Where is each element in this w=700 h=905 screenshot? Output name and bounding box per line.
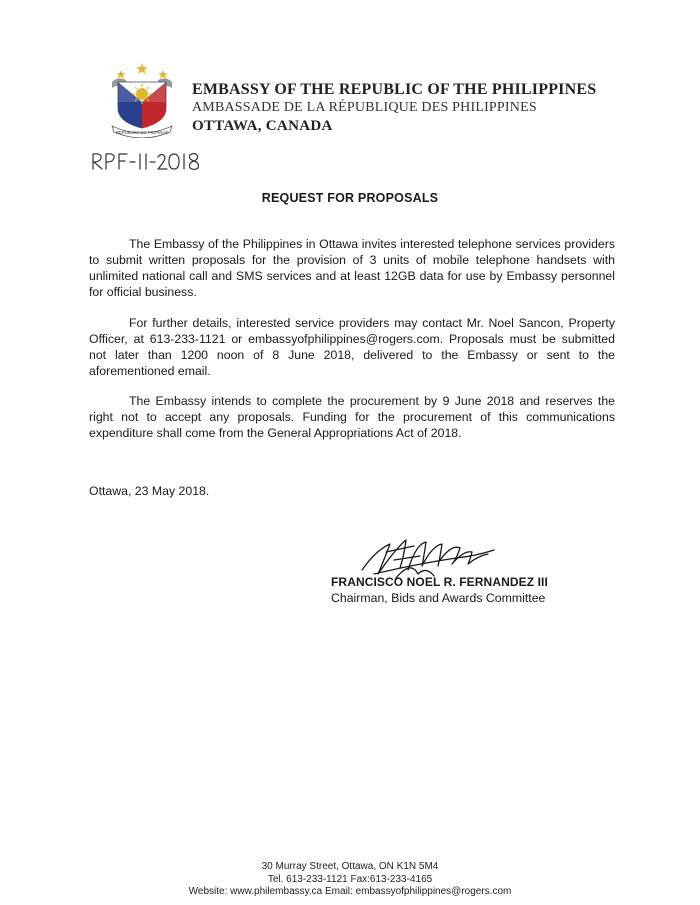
body-paragraph: [89, 393, 615, 441]
letterhead: [192, 80, 596, 136]
document-title: REQUEST FOR PROPOSALS: [261, 191, 439, 205]
philippine-seal-icon: [108, 62, 176, 138]
embassy-name-french: AMBASSADE DE LA RÉPUBLIQUE DES PHILIPPINES: [192, 100, 537, 115]
footer-web: Website: www.philembassy.ca Email: embassyofphilippines@rogers.com: [188, 886, 512, 897]
svg-text:REPUBLIKA NG PILIPINAS: REPUBLIKA NG PILIPINAS: [116, 130, 168, 135]
body-paragraph: [89, 236, 615, 300]
footer-phone: Tel. 613-233-1121 Fax:613-233-4165: [267, 873, 433, 885]
signatory-title: Chairman, Bids and Awards Committee: [331, 591, 546, 605]
handwritten-reference-number: [90, 150, 210, 172]
footer: [0, 861, 700, 899]
signatory-name: FRANCISCO NOEL R. FERNANDEZ III: [331, 575, 548, 589]
paragraph-text: For further details, interested service providers may contact Mr. Noel Sancon, Property Officer, at 613-233-1121 or embassyofphilippines@rogers.com. Proposals must be submitted not later than 1200 noon of 8 June 2018, delivered to the Embassy or sent to the aforementioned email.: [89, 316, 615, 378]
embassy-name-english: EMBASSY OF THE REPUBLIC OF THE PHILIPPINES: [192, 81, 597, 98]
footer-address: 30 Murray Street, Ottawa, ON K1N 5M4: [261, 861, 439, 872]
paragraph-text: The Embassy of the Philippines in Ottawa invites interested telephone services providers to submit written proposals for the provision of 3 units of mobile telephone handsets with unlimited national call and SMS services and at least 12GB data for use by Embassy personnel for official business.: [89, 237, 615, 299]
date-line: Ottawa, 23 May 2018.: [89, 484, 210, 498]
paragraph-text: The Embassy intends to complete the procurement by 9 June 2018 and reserves the right not to accept any proposals. Funding for the procurement of this communications expenditure shall come from the General Appropriations Act of 2018.: [89, 394, 615, 440]
embassy-city: OTTAWA, CANADA: [192, 118, 333, 134]
body-paragraph: [89, 315, 615, 379]
